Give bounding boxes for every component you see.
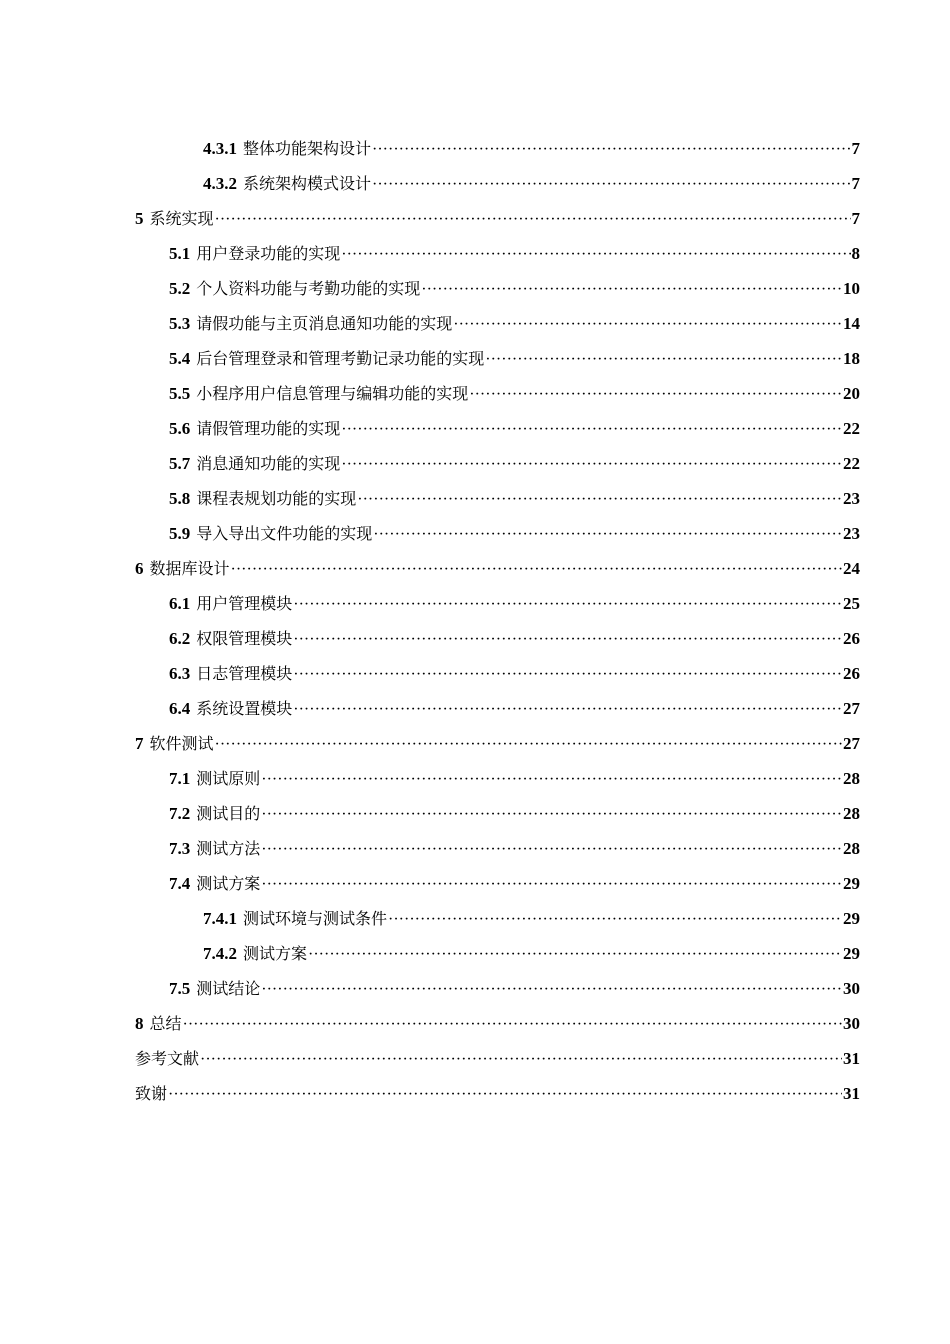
toc-entry-number: 7.4.1 [203, 909, 237, 928]
toc-entry-number: 6.4 [169, 699, 191, 718]
toc-entry-number: 5.1 [169, 244, 191, 263]
toc-entry-title: 整体功能架构设计 [243, 139, 372, 158]
toc-entry-title: 测试目的 [196, 804, 261, 823]
toc-entry-page-number: 25 [843, 594, 860, 613]
toc-entry-number: 5.4 [169, 349, 191, 368]
toc-entry[interactable] [169, 691, 860, 726]
toc-entry-title: 数据库设计 [149, 559, 230, 578]
toc-entry-title: 测试方案 [243, 944, 308, 963]
toc-dot-leader [215, 726, 842, 762]
toc-entry-title: 用户登录功能的实现 [196, 244, 341, 263]
toc-entry-number: 7.1 [169, 769, 191, 788]
toc-entry-page-number: 7 [851, 139, 860, 158]
toc-entry[interactable] [203, 901, 860, 936]
toc-dot-leader [215, 201, 851, 237]
toc-dot-leader [293, 691, 842, 727]
toc-entry-number: 5.7 [169, 454, 191, 473]
toc-entry-title: 总结 [149, 1014, 182, 1033]
toc-dot-leader [341, 236, 850, 272]
toc-entry-number: 6 [135, 559, 144, 578]
toc-entry[interactable] [169, 481, 860, 516]
toc-entry[interactable] [169, 446, 860, 481]
toc-entry[interactable] [169, 971, 860, 1006]
toc-entry-title: 系统架构模式设计 [243, 174, 372, 193]
toc-entry-title: 用户管理模块 [196, 594, 293, 613]
toc-dot-leader [261, 796, 842, 832]
toc-entry-page-number: 23 [843, 489, 860, 508]
toc-entry-page-number: 26 [843, 664, 860, 683]
toc-dot-leader [308, 936, 842, 972]
toc-entry-page-number: 8 [851, 244, 860, 263]
toc-entry[interactable] [203, 936, 860, 971]
toc-entry-page-number: 27 [843, 699, 860, 718]
toc-entry-page-number: 29 [843, 909, 860, 928]
toc-entry-page-number: 28 [843, 769, 860, 788]
toc-entry-page-number: 30 [843, 979, 860, 998]
toc-entry-page-number: 14 [843, 314, 860, 333]
toc-entry-page-number: 23 [843, 524, 860, 543]
toc-dot-leader [341, 411, 842, 447]
toc-entry[interactable] [169, 376, 860, 411]
toc-entry-number: 5.5 [169, 384, 191, 403]
toc-dot-leader [293, 621, 842, 657]
toc-entry-page-number: 20 [843, 384, 860, 403]
toc-entry-title: 致谢 [135, 1084, 168, 1103]
toc-dot-leader [261, 866, 842, 902]
toc-dot-leader [231, 551, 842, 587]
toc-entry-title: 测试环境与测试条件 [243, 909, 388, 928]
toc-entry[interactable] [169, 656, 860, 691]
toc-entry-page-number: 29 [843, 874, 860, 893]
toc-entry-page-number: 31 [843, 1049, 860, 1068]
toc-entry-title: 测试原则 [196, 769, 261, 788]
toc-entry[interactable] [169, 761, 860, 796]
toc-entry-page-number: 26 [843, 629, 860, 648]
toc-dot-leader [485, 341, 842, 377]
toc-entry-page-number: 7 [851, 209, 860, 228]
toc-entry-title: 系统实现 [149, 209, 214, 228]
toc-dot-leader [200, 1041, 842, 1077]
toc-entry[interactable] [169, 586, 860, 621]
toc-dot-leader [341, 446, 842, 482]
toc-entry-page-number: 31 [843, 1084, 860, 1103]
toc-entry-page-number: 28 [843, 839, 860, 858]
toc-entry[interactable] [135, 1041, 860, 1076]
toc-entry-page-number: 22 [843, 419, 860, 438]
toc-entry-number: 6.2 [169, 629, 191, 648]
toc-entry-page-number: 22 [843, 454, 860, 473]
toc-entry-number: 8 [135, 1014, 144, 1033]
table-of-contents [0, 131, 950, 1111]
toc-dot-leader [372, 131, 850, 167]
toc-entry-title: 请假功能与主页消息通知功能的实现 [196, 314, 453, 333]
toc-entry-title: 测试结论 [196, 979, 261, 998]
toc-entry[interactable] [169, 271, 860, 306]
toc-entry-title: 课程表规划功能的实现 [196, 489, 357, 508]
toc-entry[interactable] [135, 726, 860, 761]
toc-dot-leader [261, 831, 842, 867]
toc-entry[interactable] [169, 796, 860, 831]
toc-dot-leader [421, 271, 842, 307]
toc-entry-title: 导入导出文件功能的实现 [196, 524, 373, 543]
toc-entry[interactable] [135, 201, 860, 236]
toc-entry-title: 个人资料功能与考勤功能的实现 [196, 279, 421, 298]
toc-entry-title: 权限管理模块 [196, 629, 293, 648]
toc-entry-number: 5.3 [169, 314, 191, 333]
toc-entry-title: 测试方法 [196, 839, 261, 858]
toc-entry-page-number: 29 [843, 944, 860, 963]
toc-dot-leader [469, 376, 842, 412]
toc-entry-title: 参考文献 [135, 1049, 200, 1068]
toc-entry-title: 小程序用户信息管理与编辑功能的实现 [196, 384, 469, 403]
toc-entry[interactable] [169, 411, 860, 446]
toc-entry[interactable] [169, 341, 860, 376]
toc-dot-leader [261, 761, 842, 797]
toc-entry[interactable] [169, 831, 860, 866]
toc-entry-title: 日志管理模块 [196, 664, 293, 683]
toc-entry-number: 5.6 [169, 419, 191, 438]
toc-dot-leader [293, 586, 842, 622]
toc-entry-title: 消息通知功能的实现 [196, 454, 341, 473]
toc-dot-leader [183, 1006, 842, 1042]
toc-entry-number: 6.3 [169, 664, 191, 683]
toc-entry-number: 5.9 [169, 524, 191, 543]
toc-entry-number: 4.3.1 [203, 139, 237, 158]
toc-entry-page-number: 18 [843, 349, 860, 368]
toc-entry[interactable] [203, 131, 860, 166]
toc-entry[interactable] [135, 1076, 860, 1111]
toc-entry[interactable] [169, 516, 860, 551]
toc-dot-leader [261, 971, 842, 1007]
toc-entry-number: 6.1 [169, 594, 191, 613]
toc-entry-number: 7.4 [169, 874, 191, 893]
toc-dot-leader [293, 656, 842, 692]
toc-dot-leader [168, 1076, 842, 1112]
toc-entry-title: 后台管理登录和管理考勤记录功能的实现 [196, 349, 485, 368]
toc-entry[interactable] [169, 621, 860, 656]
toc-dot-leader [373, 516, 842, 552]
toc-entry-page-number: 24 [843, 559, 860, 578]
toc-entry-number: 5 [135, 209, 144, 228]
toc-entry-page-number: 27 [843, 734, 860, 753]
toc-entry[interactable] [135, 551, 860, 586]
toc-dot-leader [372, 166, 850, 202]
toc-entry-page-number: 7 [851, 174, 860, 193]
toc-entry-page-number: 30 [843, 1014, 860, 1033]
toc-entry-title: 测试方案 [196, 874, 261, 893]
toc-entry-number: 7.5 [169, 979, 191, 998]
toc-entry[interactable] [169, 866, 860, 901]
toc-entry-number: 7 [135, 734, 144, 753]
toc-dot-leader [388, 901, 842, 937]
toc-entry-page-number: 10 [843, 279, 860, 298]
toc-entry-number: 5.8 [169, 489, 191, 508]
toc-entry[interactable] [169, 306, 860, 341]
toc-entry-number: 7.2 [169, 804, 191, 823]
toc-entry[interactable] [203, 166, 860, 201]
toc-entry-number: 5.2 [169, 279, 191, 298]
toc-entry-title: 系统设置模块 [196, 699, 293, 718]
toc-entry-number: 4.3.2 [203, 174, 237, 193]
toc-entry-number: 7.4.2 [203, 944, 237, 963]
toc-entry-page-number: 28 [843, 804, 860, 823]
toc-entry-number: 7.3 [169, 839, 191, 858]
toc-entry-title: 软件测试 [149, 734, 214, 753]
toc-dot-leader [357, 481, 842, 517]
toc-entry-title: 请假管理功能的实现 [196, 419, 341, 438]
toc-entry[interactable] [135, 1006, 860, 1041]
toc-entry[interactable] [169, 236, 860, 271]
toc-dot-leader [453, 306, 842, 342]
